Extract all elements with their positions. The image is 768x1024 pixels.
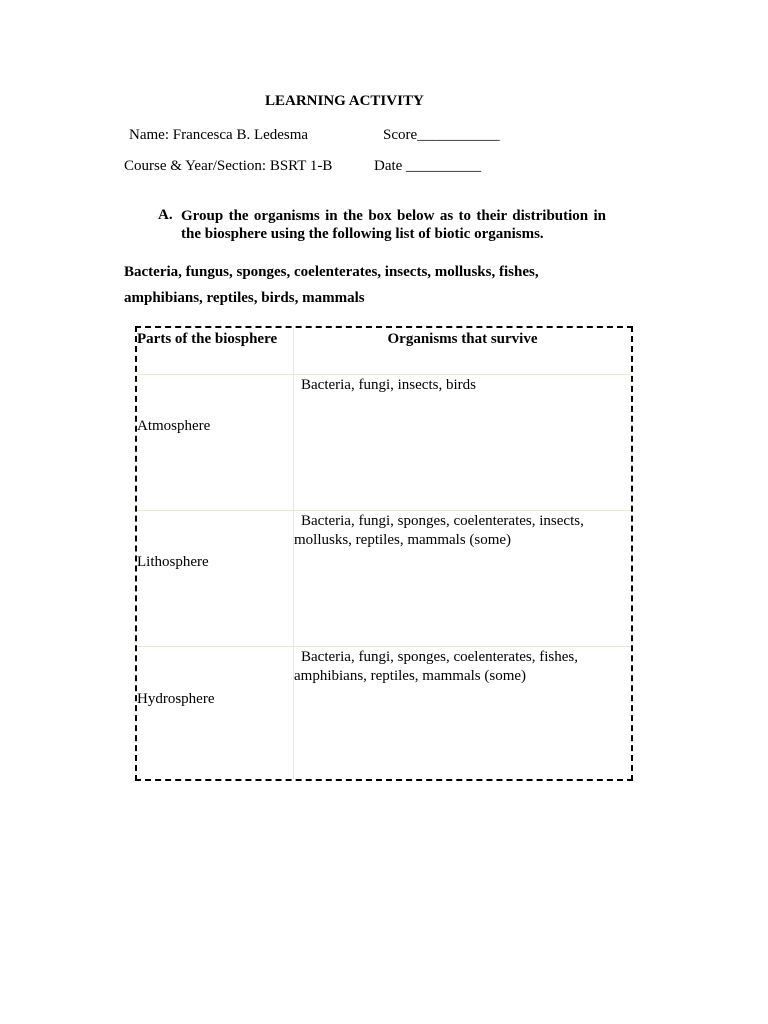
date-line: Date __________	[374, 158, 482, 174]
name-line: Name: Francesca B. Ledesma	[129, 127, 309, 143]
instruction-item	[158, 207, 606, 243]
score-line: Score___________	[383, 127, 500, 143]
page-title: LEARNING ACTIVITY	[265, 93, 424, 109]
table-header-organisms: Organisms that survive	[387, 331, 538, 347]
course-line: Course & Year/Section: BSRT 1-B	[124, 158, 333, 174]
table-cell-organisms-lithosphere: Bacteria, fungi, sponges, coelenterates, insects, mollusks, reptiles, mammals (some)	[294, 513, 584, 548]
table-cell-part-lithosphere: Lithosphere	[137, 554, 209, 570]
row-divider	[137, 646, 631, 647]
instruction-text: Group the organisms in the box below as to their distribution in the biosphere using the following list of biotic organisms.	[181, 208, 606, 242]
organism-list: Bacteria, fungus, sponges, coelenterates, insects, mollusks, fishes, amphibians, reptiles, birds, mammals	[124, 264, 539, 306]
table-cell-part-hydrosphere: Hydrosphere	[137, 691, 215, 707]
table-cell-part-atmosphere: Atmosphere	[137, 418, 211, 434]
biosphere-table	[135, 326, 633, 781]
row-divider	[137, 510, 631, 511]
table-cell-organisms-hydrosphere: Bacteria, fungi, sponges, coelenterates, fishes, amphibians, reptiles, mammals (some)	[294, 649, 578, 684]
row-divider	[137, 374, 631, 375]
column-divider	[293, 328, 294, 779]
table-cell-organisms-atmosphere: Bacteria, fungi, insects, birds	[301, 377, 476, 393]
instruction-marker: A.	[158, 207, 173, 223]
table-header-part: Parts of the biosphere	[137, 331, 278, 347]
